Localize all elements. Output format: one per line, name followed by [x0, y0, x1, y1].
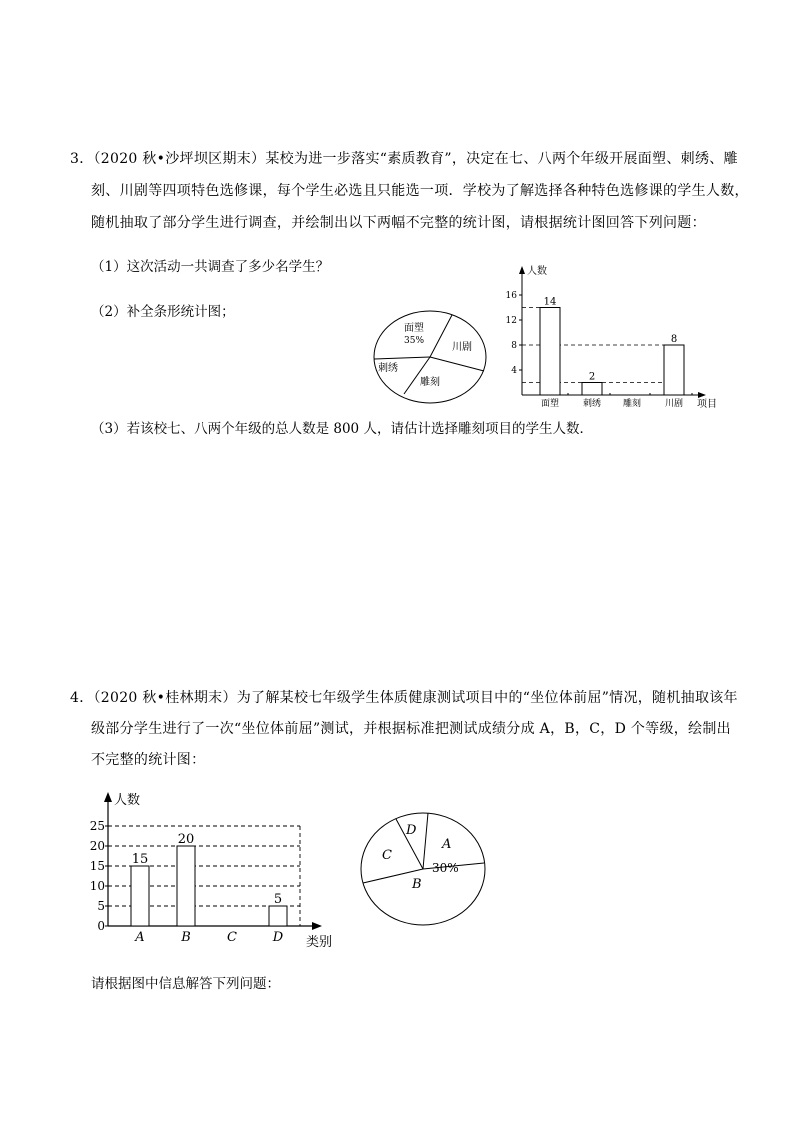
q3-bar-chart: [490, 258, 730, 414]
y-tick-label: 20: [89, 839, 105, 854]
y-tick-label: 25: [89, 819, 105, 834]
x-category-label: 雕刻: [622, 399, 642, 409]
q4-line2: 级部分学生进行了一次“坐位体前屈”测试，并根据标准把测试成绩分成 A，B，C，D 个等级，绘制出: [91, 721, 731, 737]
x-category-label: C: [227, 930, 237, 945]
bar: [269, 906, 287, 926]
q4-y-axis-label: 人数: [114, 793, 141, 808]
bar: [177, 846, 195, 926]
q4-footer: 请根据图中信息解答下列问题：: [91, 976, 280, 992]
bar: [131, 866, 149, 926]
q3-pie-chart: [368, 305, 494, 409]
y-tick-label: 0: [97, 919, 105, 934]
q3-line1: 3．（2020 秋•沙坪坝区期末）某校为进一步落实“素质教育”，决定在七、八两个年级开展面塑、刺绣、雕: [70, 151, 738, 167]
q4-x-axis-arrow: [312, 922, 322, 930]
x-category-label: 川剧: [664, 399, 684, 409]
y-tick-label: 5: [97, 899, 105, 914]
q3-pie-percent: 35%: [404, 336, 425, 346]
q3-pie-divider: [430, 315, 452, 357]
bar-value-label: 2: [588, 371, 596, 383]
q3-pie-label-diaoke: 雕刻: [420, 377, 440, 388]
bar-value-label: 15: [131, 852, 149, 867]
q4-line3: 不完整的统计图：: [91, 752, 206, 768]
y-tick-label: 15: [89, 859, 105, 874]
q3-pie-label-chuanju: 川剧: [452, 342, 472, 353]
x-category-label: B: [181, 930, 191, 945]
q4-pie-divider: [423, 813, 428, 869]
q4-y-axis-arrow: [104, 792, 112, 802]
q3-y-axis-arrow: [519, 266, 525, 274]
q4-pie-label-b: B: [412, 877, 422, 892]
y-tick-label: 12: [505, 316, 517, 327]
q3-pie-divider: [374, 357, 430, 359]
bar-value-label: 5: [273, 892, 283, 907]
bar-value-label: 8: [670, 334, 678, 345]
bar-value-label: 20: [177, 832, 195, 847]
y-tick-label: 8: [511, 341, 517, 352]
x-category-label: D: [272, 930, 284, 945]
bar: [540, 308, 560, 396]
q3-pie-divider: [404, 357, 430, 394]
bar: [582, 383, 602, 396]
q3-pie-divider: [430, 357, 484, 371]
q4-bar-chart: [88, 786, 350, 956]
q3-pie-label-mian: 面塑: [404, 323, 424, 334]
bar-value-label: 14: [543, 296, 557, 308]
x-category-label: A: [135, 930, 145, 945]
q4-pie-percent: 30%: [432, 861, 459, 875]
q3-sub1: （1）这次活动一共调查了多少名学生？: [91, 259, 330, 275]
y-tick-label: 16: [505, 291, 517, 302]
q3-line3: 随机抽取了部分学生进行调查，并绘制出以下两幅不完整的统计图，请根据统计图回答下列问题：: [91, 215, 706, 231]
q4-pie-label-a: A: [442, 837, 452, 852]
q4-pie-label-c: C: [382, 848, 392, 863]
q4-x-axis-label: 类别: [306, 935, 333, 950]
q3-line2: 刻、川剧等四项特色选修课，每个学生必选且只能选一项．学校为了解选择各种特色选修课的学生人数，: [91, 183, 749, 199]
y-tick-label: 4: [511, 366, 517, 377]
x-category-label: 面塑: [540, 399, 560, 409]
q3-sub3: （3）若该校七、八两个年级的总人数是 800 人，请估计选择雕刻项目的学生人数．: [91, 421, 593, 437]
y-tick-label: 10: [89, 879, 105, 894]
q4-pie-chart: [356, 808, 494, 932]
x-category-label: 刺绣: [582, 399, 602, 409]
q4-pie-label-d: D: [406, 823, 417, 838]
q4-line1: 4．（2020 秋•桂林期末）为了解某校七年级学生体质健康测试项目中的“坐位体前屈”情况，随机抽取该年: [70, 690, 738, 706]
q3-x-axis-label: 项目: [697, 399, 717, 410]
q3-y-axis-label: 人数: [527, 266, 547, 277]
bar: [664, 345, 684, 395]
q3-pie-label-cixiu: 刺绣: [378, 363, 398, 374]
q3-sub2: （2）补全条形统计图；: [91, 304, 235, 320]
q3-x-axis-arrow: [698, 392, 706, 398]
